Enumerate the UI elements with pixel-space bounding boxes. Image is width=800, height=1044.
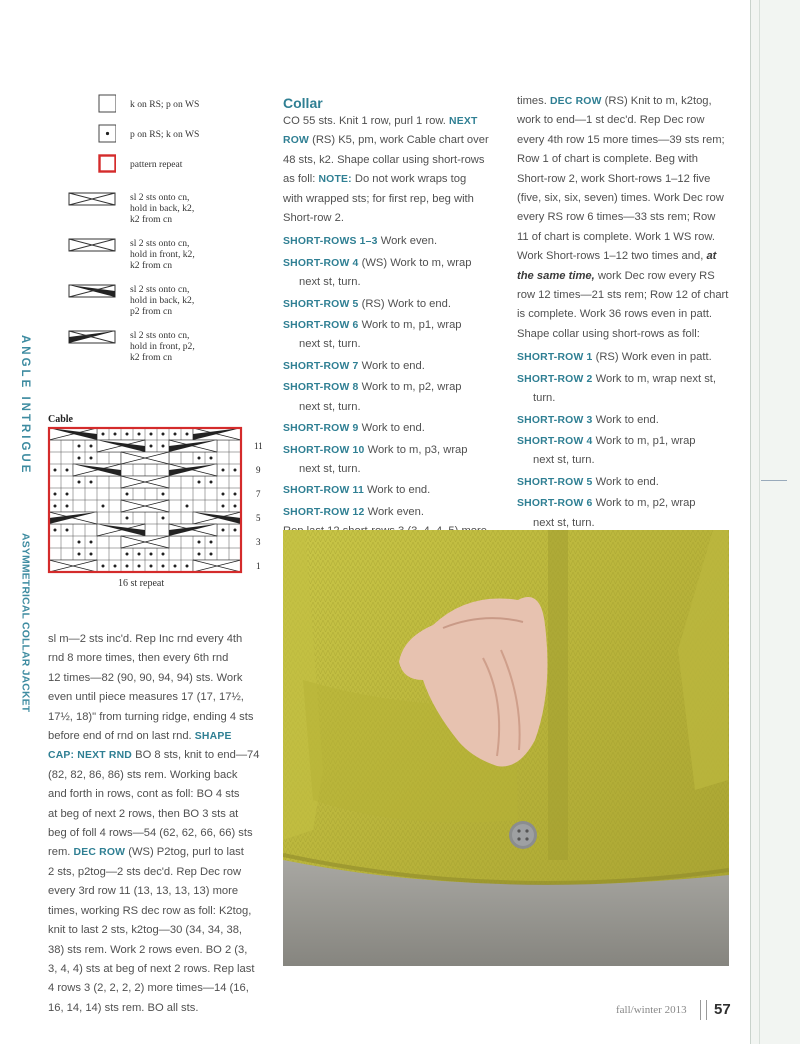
page-number: 57 <box>714 1001 731 1018</box>
section-title: ANGLE INTRIGUE <box>19 334 31 476</box>
side-strip <box>750 0 800 1044</box>
text-run: (WS) <box>125 846 154 859</box>
purl-dot <box>234 529 237 532</box>
short-row-text: Work to m, p2, wrap <box>592 497 696 510</box>
purl-dot <box>150 553 153 556</box>
purl-dot <box>138 553 141 556</box>
side-strip-rule <box>759 0 760 1044</box>
purl-dot <box>54 505 57 508</box>
text-run: Work Short-rows 1–12 two times and, <box>517 250 707 263</box>
short-row <box>517 432 745 451</box>
text-line: 48 sts, k2. Shape collar using short-rows <box>283 153 485 166</box>
short-row-text: Work to m, p1, wrap <box>358 319 462 332</box>
short-row-continuation: next st, turn. <box>533 516 595 529</box>
text-run: rem. <box>48 846 74 859</box>
purl-dot <box>102 565 105 568</box>
legend-text: pattern repeat <box>130 159 183 170</box>
short-row-text: Work to end. <box>592 413 659 426</box>
bold-label: NEXT RND <box>77 750 133 762</box>
text-line: 2 sts, p2tog—2 sts dec'd. Rep Dec row <box>48 865 242 878</box>
purl-dot <box>90 541 93 544</box>
short-row-text: (WS) Work to m, wrap <box>358 256 472 269</box>
purl-dot <box>222 469 225 472</box>
short-row-label: SHORT-ROW 6 <box>517 498 593 510</box>
short-row-text: Work to end. <box>358 359 425 372</box>
purl-dot <box>162 445 165 448</box>
text-line: 4 rows 3 (2, 2, 2, 2) more times—14 (16, <box>48 982 249 995</box>
text-line <box>48 746 274 765</box>
short-row <box>283 232 507 251</box>
purl-dot <box>54 469 57 472</box>
short-row-continuation: next st, turn. <box>299 338 361 351</box>
legend-text: sl 2 sts onto cn, hold in back, k2, k2 from cn <box>130 192 195 225</box>
sweater-photo-illustration <box>283 530 729 966</box>
collar-instructions <box>283 94 507 542</box>
purl-dot <box>186 433 189 436</box>
italic-label: the same time, <box>517 269 595 282</box>
text-line: sl m—2 sts inc'd. Rep Inc rnd every 4th <box>48 633 243 645</box>
pattern-name: ASYMMETRICAL COLLAR JACKET <box>19 533 31 713</box>
short-row <box>517 473 745 492</box>
text-line <box>283 131 507 150</box>
purl-dot <box>78 457 81 460</box>
purl-dot <box>102 505 105 508</box>
purl-dot <box>222 493 225 496</box>
purl-dot <box>138 433 141 436</box>
short-row-text: Work to m, p1, wrap <box>592 434 696 447</box>
text-line: Shape collar using short-rows as foll: <box>517 327 700 340</box>
text-line: 16, 14, 14) sts rem. BO all sts. <box>48 1001 199 1014</box>
text-line: 12 times—82 (90, 90, 94, 94) sts. Work <box>48 671 243 684</box>
purl-dot <box>138 565 141 568</box>
text-line <box>283 112 507 131</box>
purl-dot <box>234 505 237 508</box>
purl-dot <box>90 445 93 448</box>
text-line <box>517 92 745 111</box>
purl-dot <box>90 481 93 484</box>
short-row <box>283 378 507 397</box>
text-line: (five, six, six, seven) times. Work Dec row <box>517 192 724 205</box>
text-run: (RS) K5, pm, work Cable chart over <box>309 134 489 147</box>
text-line: rnd 8 more times, then every 6th rnd <box>48 652 229 665</box>
text-line: 3, 4, 4) sts at beg of next 2 rows. Rep last <box>48 962 255 975</box>
purl-dot <box>66 529 69 532</box>
purl-dot <box>150 565 153 568</box>
short-row-text: Work even. <box>364 505 424 518</box>
section-heading: Collar <box>283 95 323 111</box>
short-row <box>283 481 507 500</box>
short-row-label: SHORT-ROW 9 <box>283 423 359 435</box>
legend-text: sl 2 sts onto cn, hold in front, p2, k2 from cn <box>130 330 195 363</box>
text-line: every 4th row 15 more times—39 sts rem; <box>517 133 725 146</box>
legend-text: sl 2 sts onto cn, hold in front, k2, k2 from cn <box>130 238 195 271</box>
row-label: 5 <box>256 513 261 523</box>
dot-square-icon <box>68 124 116 144</box>
short-row-text: (RS) Work even in patt. <box>592 351 712 364</box>
bold-label: CAP: <box>48 750 78 762</box>
purl-dot <box>234 493 237 496</box>
purl-dot <box>162 493 165 496</box>
cable-chart <box>40 424 280 578</box>
purl-dot <box>222 529 225 532</box>
sleeve-instructions <box>48 630 274 1018</box>
short-row-label: SHORT-ROW 11 <box>283 485 364 497</box>
short-row-label: SHORT-ROW 3 <box>517 414 593 426</box>
text-run: times. <box>517 95 550 107</box>
text-line: (82, 82, 86, 86) sts rem. Working back <box>48 768 238 781</box>
short-row-label: SHORT-ROWS 1–3 <box>283 236 378 248</box>
purl-dot <box>198 541 201 544</box>
legend-text: k on RS; p on WS <box>130 99 200 110</box>
short-row <box>283 441 507 460</box>
text-run: CO 55 sts. Knit 1 row, purl 1 row. <box>283 115 450 127</box>
text-line: and forth in rows, cont as foll: BO 4 sts <box>48 788 240 801</box>
short-row-label: SHORT-ROW 6 <box>283 320 359 332</box>
purl-dot <box>54 529 57 532</box>
purl-dot <box>162 565 165 568</box>
purl-dot <box>162 553 165 556</box>
purl-dot <box>186 565 189 568</box>
purl-dot <box>78 541 81 544</box>
footer-divider <box>700 1000 707 1020</box>
short-row-text: Work to end. <box>363 484 431 497</box>
bold-label: DEC ROW <box>549 96 602 107</box>
text-line: times, working RS dec row as foll: K2tog, <box>48 904 252 917</box>
legend-text: p on RS; k on WS <box>130 129 200 140</box>
purl-dot <box>174 433 177 436</box>
text-run: P2tog, purl to last <box>153 846 244 859</box>
row-label: 11 <box>254 441 263 451</box>
text-line: row 12 times—21 sts rem; Row 12 of chart <box>517 289 729 302</box>
short-row-label: SHORT-ROW 1 <box>517 352 593 364</box>
text-run: Do not work wraps tog <box>351 173 467 186</box>
text-line <box>48 727 274 746</box>
short-row <box>517 348 745 367</box>
purl-dot <box>78 445 81 448</box>
purl-dot <box>114 433 117 436</box>
purl-dot <box>126 493 129 496</box>
issue-label: fall/winter 2013 <box>616 1004 687 1016</box>
purl-dot <box>66 469 69 472</box>
text-line: every 3rd row 11 (13, 13, 13, 13) more <box>48 885 239 898</box>
text-run: before end of rnd on last rnd. <box>48 730 192 743</box>
purl-dot <box>162 517 165 520</box>
red-square-icon <box>68 154 116 174</box>
cable-right-purl-icon <box>68 284 116 304</box>
purl-dot <box>126 565 129 568</box>
short-row-text: Work to m, wrap next st, <box>592 372 717 385</box>
text-line: even until piece measures 17 (17, 17½, <box>48 691 244 704</box>
purl-dot <box>126 517 129 520</box>
bold-label: NEXT <box>449 116 478 127</box>
purl-dot <box>210 541 213 544</box>
text-run: (RS) Knit to m, k2tog, <box>601 95 712 107</box>
purl-dot <box>234 469 237 472</box>
short-row-label: SHORT-ROW 5 <box>517 476 593 488</box>
purl-dot <box>66 493 69 496</box>
text-line: with wrapped sts; for first rep, beg with <box>283 192 474 205</box>
side-separator <box>761 480 787 481</box>
bold-label: ROW <box>283 135 309 147</box>
text-run: work Dec row every RS <box>594 269 715 282</box>
sweater-photo <box>283 530 729 966</box>
text-line: is complete. Work 36 rows even in patt. <box>517 308 713 321</box>
short-row-text: Work to end. <box>358 422 425 435</box>
purl-dot <box>186 505 189 508</box>
row-label: 3 <box>256 537 261 547</box>
text-line: 17½, 18)" from turning ridge, ending 4 sts <box>48 710 254 723</box>
purl-dot <box>150 433 153 436</box>
short-row <box>517 370 745 389</box>
purl-dot <box>210 553 213 556</box>
short-row-label: SHORT-ROW 8 <box>283 382 359 394</box>
purl-dot <box>54 493 57 496</box>
purl-dot <box>174 565 177 568</box>
short-row <box>283 316 507 335</box>
purl-dot <box>162 433 165 436</box>
short-row-text: Work to m, p2, wrap <box>358 381 462 394</box>
chart-title: Cable <box>48 414 73 425</box>
short-row-continuation: next st, turn. <box>299 276 361 289</box>
text-line: 38) sts rem. Work 2 rows even. BO 2 (3, <box>48 943 248 956</box>
text-line: Short-row 2, work Short-rows 1–12 five <box>517 172 711 185</box>
short-row <box>283 419 507 438</box>
purl-dot <box>198 553 201 556</box>
text-line <box>283 170 507 189</box>
short-row-text: Work to m, p3, wrap <box>364 443 468 456</box>
short-row-label: SHORT-ROW 5 <box>283 298 359 310</box>
purl-dot <box>198 457 201 460</box>
short-row-label: SHORT-ROW 4 <box>517 435 593 447</box>
legend-text: sl 2 sts onto cn, hold in back, k2, p2 from cn <box>130 284 195 317</box>
text-line: knit to last 2 sts, k2tog—30 (34, 34, 38, <box>48 924 243 937</box>
text-line: beg of foll 4 rows—54 (62, 62, 66, 66) sts <box>48 827 253 840</box>
purl-dot <box>150 445 153 448</box>
short-row-text: Work even. <box>377 235 438 248</box>
purl-dot <box>78 553 81 556</box>
short-row <box>283 254 507 273</box>
purl-dot <box>126 433 129 436</box>
row-label: 9 <box>256 465 261 475</box>
cable-right-cross-icon <box>68 192 116 212</box>
bold-label: DEC ROW <box>73 847 126 859</box>
purl-dot <box>102 433 105 436</box>
text-line <box>517 247 745 266</box>
short-row-label: SHORT-ROW 10 <box>283 444 365 456</box>
text-line: 11 of chart is complete. Work 1 WS row. <box>517 230 715 243</box>
short-row-continuation: next st, turn. <box>299 462 361 475</box>
short-row-text: Work to end. <box>592 475 659 488</box>
text-line: Short-row 2. <box>283 212 344 225</box>
text-run: as foll: <box>283 173 319 186</box>
short-row-text: (RS) Work to end. <box>358 297 451 310</box>
purl-dot <box>90 553 93 556</box>
short-row <box>283 503 507 522</box>
cable-left-cross-icon <box>68 238 116 258</box>
purl-dot <box>198 481 201 484</box>
text-line: at beg of next 2 rows, then BO 3 sts at <box>48 807 239 820</box>
collar-instructions-continued <box>517 92 745 554</box>
bold-label: NOTE: <box>318 174 352 186</box>
purl-dot <box>126 553 129 556</box>
short-row <box>283 357 507 376</box>
short-row-continuation: next st, turn. <box>533 454 595 467</box>
italic-label: at <box>706 250 717 263</box>
bold-label: SHAPE <box>194 731 232 743</box>
repeat-label: 16 st repeat <box>118 578 165 589</box>
text-line: every RS row 6 times—33 sts rem; Row <box>517 211 716 224</box>
short-row <box>517 494 745 513</box>
row-label: 7 <box>256 489 261 499</box>
row-label: 1 <box>256 561 261 571</box>
text-run: BO 8 sts, knit to end—74 <box>132 749 260 762</box>
short-row <box>283 295 507 314</box>
short-row-continuation: next st, turn. <box>299 400 361 413</box>
short-row-label: SHORT-ROW 4 <box>283 257 359 269</box>
short-row-continuation: turn. <box>533 392 556 405</box>
purl-dot <box>114 565 117 568</box>
short-row <box>517 411 745 430</box>
short-row-label: SHORT-ROW 2 <box>517 373 593 385</box>
short-row-label: SHORT-ROW 12 <box>283 506 365 518</box>
purl-dot <box>66 505 69 508</box>
text-line <box>48 843 274 862</box>
purl-dot <box>222 505 225 508</box>
text-line: work to end—1 st dec'd. Rep Dec row <box>517 114 705 127</box>
blank-square-icon <box>68 94 116 114</box>
purl-dot <box>78 481 81 484</box>
text-line: Row 1 of chart is complete. Beg with <box>517 153 698 166</box>
text-line <box>517 267 745 286</box>
purl-dot <box>210 481 213 484</box>
cable-left-purl-icon <box>68 330 116 350</box>
purl-dot <box>90 457 93 460</box>
purl-dot <box>210 457 213 460</box>
short-row-label: SHORT-ROW 7 <box>283 360 359 372</box>
